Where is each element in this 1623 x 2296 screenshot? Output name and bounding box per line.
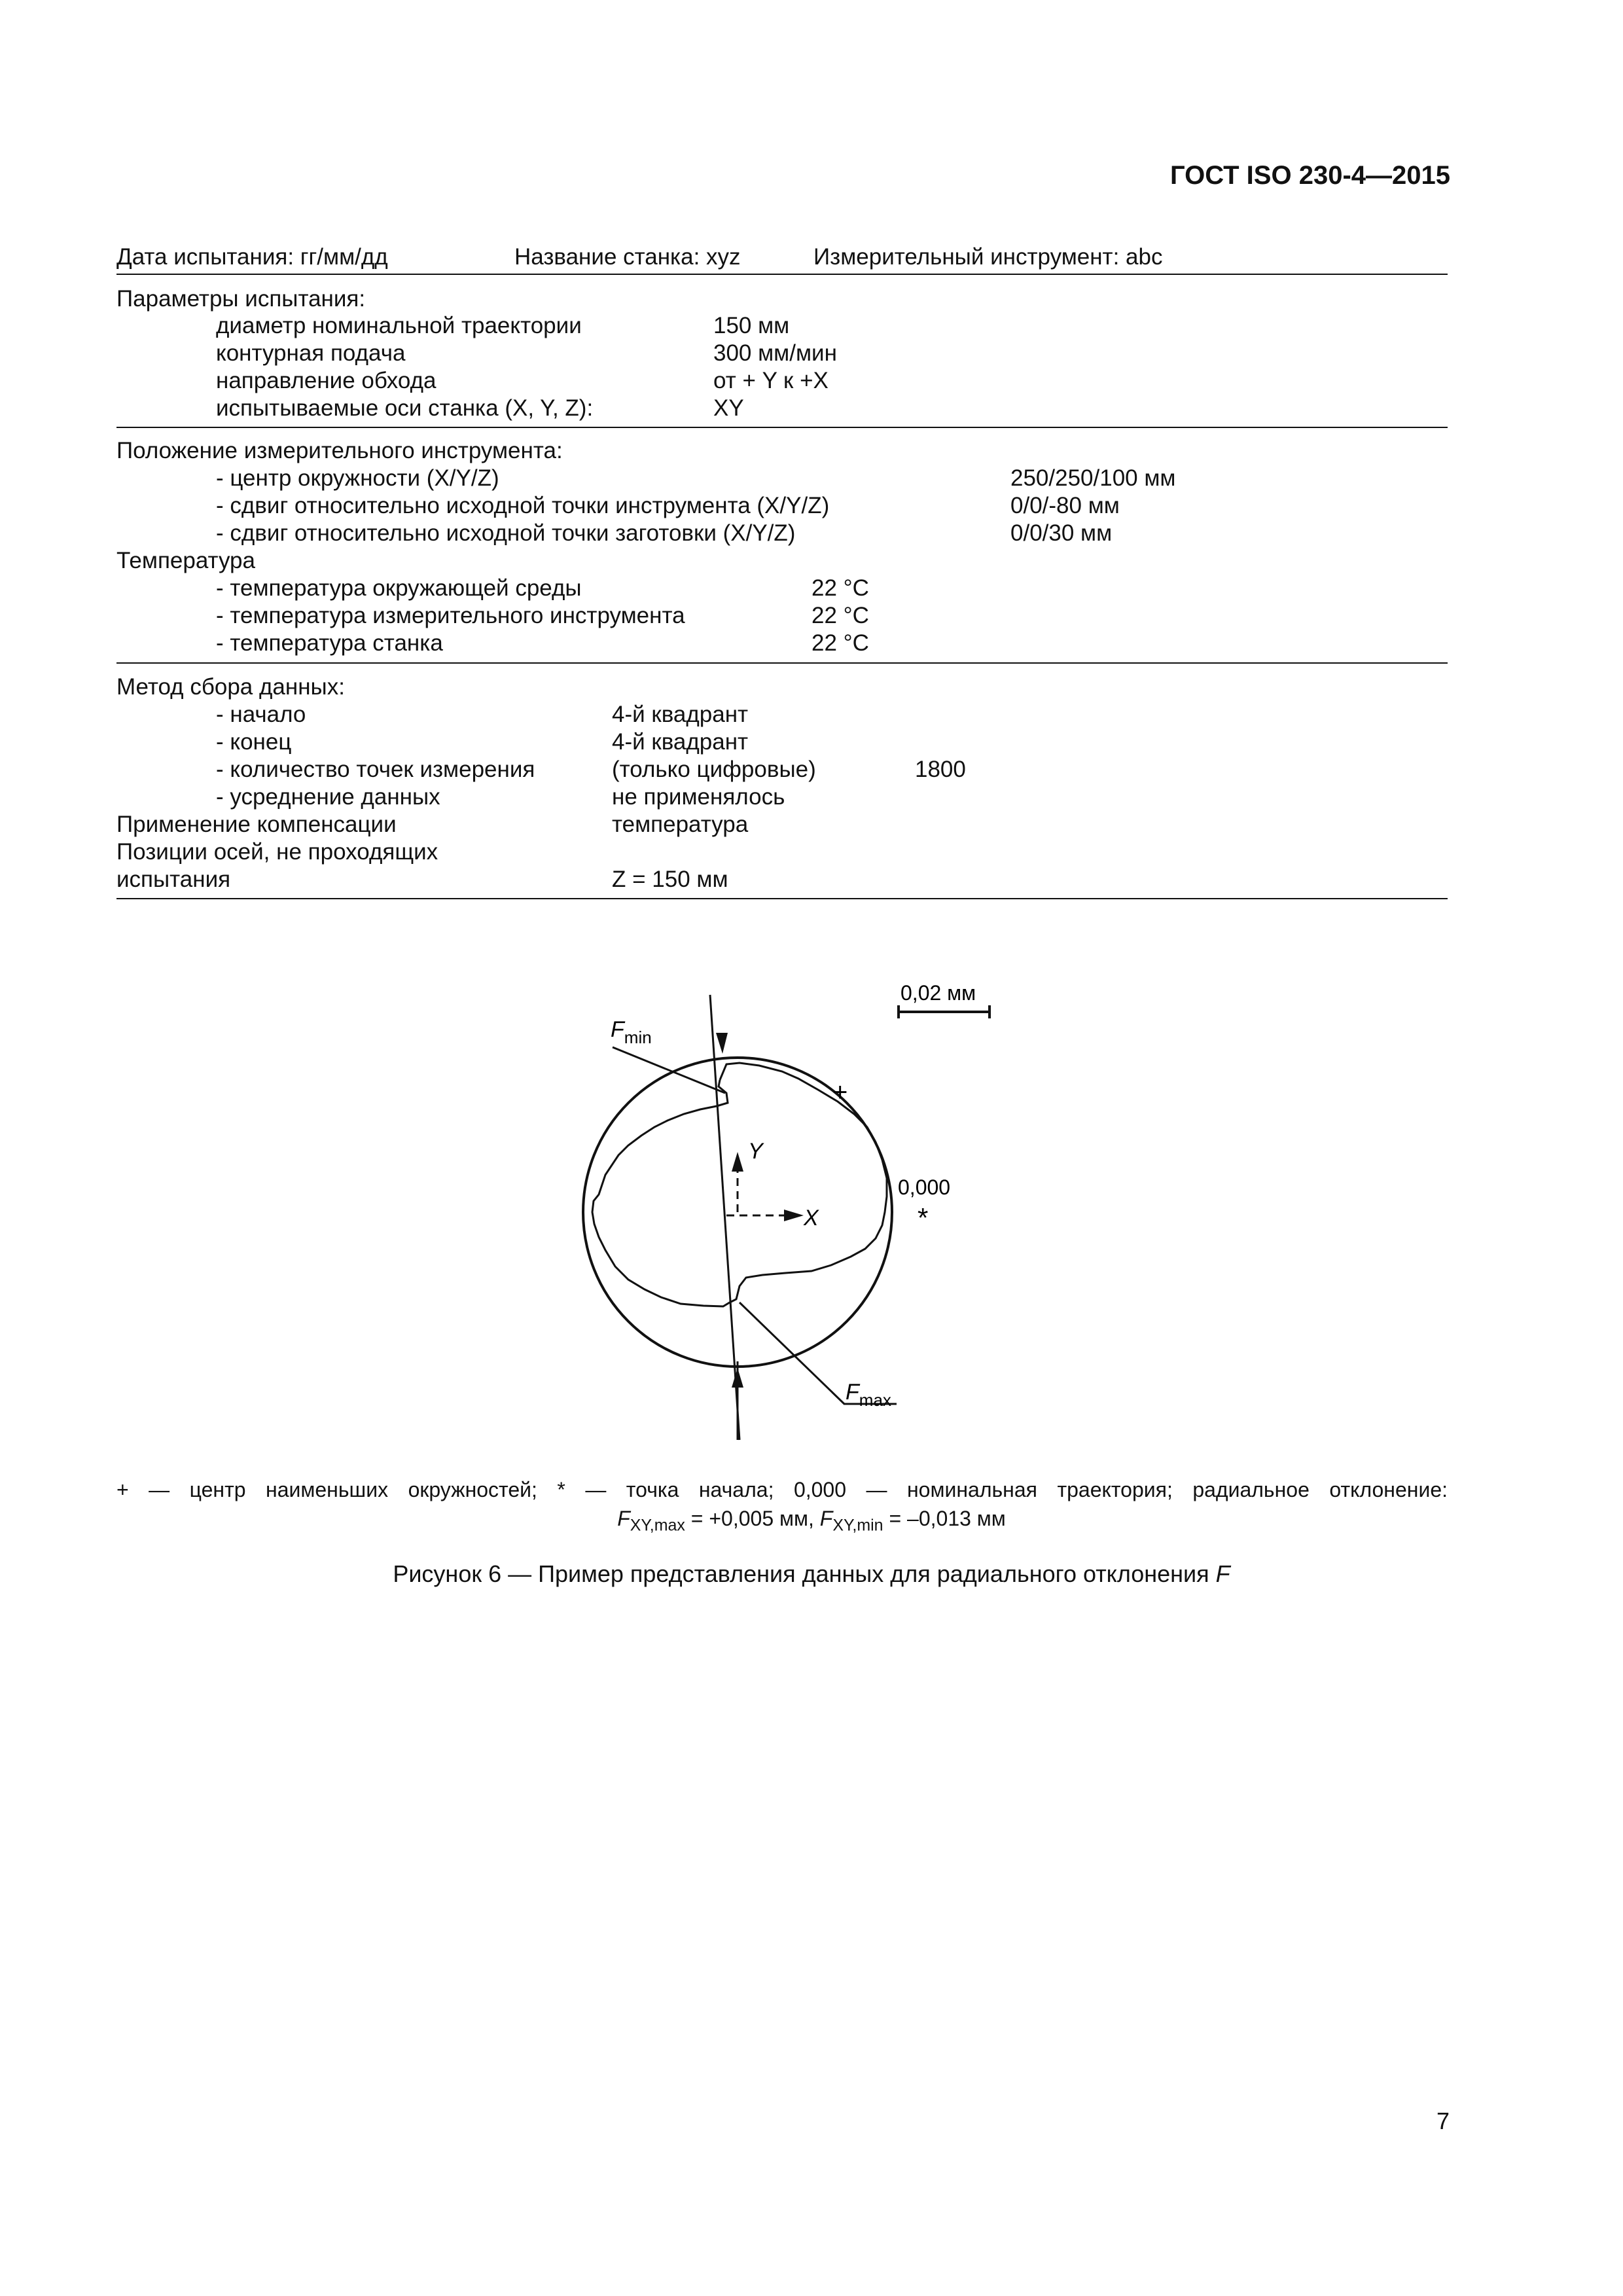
divider xyxy=(116,662,1448,664)
temperature-value: 22 °C xyxy=(812,603,869,628)
params-title: Параметры испытания: xyxy=(116,286,366,312)
divider xyxy=(116,427,1448,428)
y-axis-label: Y xyxy=(748,1139,763,1164)
x-axis-arrowhead xyxy=(784,1210,804,1221)
y-axis-arrowhead xyxy=(732,1152,743,1172)
compensation-value: температура xyxy=(612,812,749,837)
fmin-label: $F_{min}$ xyxy=(611,1017,652,1047)
x-axis-label: X xyxy=(804,1206,819,1230)
compensation-label: Применение компенсации xyxy=(116,812,397,837)
start-point-marker: * xyxy=(918,1202,929,1233)
param-label: испытываемые оси станка (X, Y, Z): xyxy=(216,395,594,421)
fmax-leader-line xyxy=(740,1302,897,1404)
document-header: ГОСТ ISO 230-4—2015 xyxy=(1169,161,1450,190)
fmin-arrowhead xyxy=(716,1033,728,1054)
method-label: - усреднение данных xyxy=(216,784,440,810)
temperature-label: - температура станка xyxy=(216,630,443,656)
position-value: 0/0/-80 мм xyxy=(1010,493,1120,518)
method-title: Метод сбора данных: xyxy=(116,674,345,700)
param-value: 150 мм xyxy=(713,313,790,338)
test-date: Дата испытания: гг/мм/дд xyxy=(116,244,388,270)
position-title: Положение измерительного инструмента: xyxy=(116,438,563,463)
param-label: направление обхода xyxy=(216,368,437,393)
param-label: контурная подача xyxy=(216,340,406,366)
fmin-arrow-line xyxy=(710,995,740,1440)
nominal-path-label: 0,000 xyxy=(898,1175,951,1199)
temperature-label: - температура измерительного инструмента xyxy=(216,603,685,628)
method-extra: 1800 xyxy=(915,757,966,782)
method-label: - количество точек измерения xyxy=(216,757,535,782)
machine-name: Название станка: xyz xyxy=(514,244,741,270)
method-label: - начало xyxy=(216,702,306,727)
center-marker: + xyxy=(832,1078,848,1107)
page-number: 7 xyxy=(1436,2108,1450,2134)
axes-label-line1: Позиции осей, не проходящих xyxy=(116,839,438,865)
axes-label-line2: испытания xyxy=(116,867,231,892)
fmax-label: $F_{max}$ xyxy=(846,1380,891,1410)
param-label: диаметр номинальной траектории xyxy=(216,313,582,338)
temperature-value: 22 °C xyxy=(812,630,869,656)
temperature-value: 22 °C xyxy=(812,575,869,601)
param-value: 300 мм/мин xyxy=(713,340,837,366)
param-value: от + Y к +X xyxy=(713,368,829,393)
position-label: - сдвиг относительно исходной точки заготовки (X/Y/Z) xyxy=(216,520,796,546)
method-value: (только цифровые) xyxy=(612,757,816,782)
method-value: 4-й квадрант xyxy=(612,729,749,755)
radial-deviation-figure xyxy=(556,969,1027,1453)
fmin-leader-line xyxy=(613,1047,725,1093)
radial-deviation-values: $F_{XY,max} = +0,005$ мм, $F_{XY,min} = -0,013$ мм xyxy=(617,1507,1006,1535)
figure-legend: + — центр наименьших окружностей; * — точка начала; 0,000 — номинальная траектория; радиальное отклонение: xyxy=(116,1478,1448,1501)
method-value: не применялось xyxy=(612,784,785,810)
divider xyxy=(116,274,1448,275)
position-value: 250/250/100 мм xyxy=(1010,465,1176,491)
figure-caption: Рисунок 6 — Пример представления данных для радиального отклонения F xyxy=(393,1560,1230,1587)
temperature-label: - температура окружающей среды xyxy=(216,575,582,601)
fmax-arrowhead xyxy=(732,1368,743,1388)
param-value: XY xyxy=(713,395,744,421)
position-value: 0/0/30 мм xyxy=(1010,520,1113,546)
instrument-name: Измерительный инструмент: abc xyxy=(813,244,1163,270)
method-value: 4-й квадрант xyxy=(612,702,749,727)
divider xyxy=(116,898,1448,899)
scale-label: 0,02 мм xyxy=(901,981,976,1005)
method-label: - конец xyxy=(216,729,292,755)
axes-value: Z = 150 мм xyxy=(612,867,728,892)
position-label: - центр окружности (X/Y/Z) xyxy=(216,465,499,491)
position-label: - сдвиг относительно исходной точки инструмента (X/Y/Z) xyxy=(216,493,830,518)
temperature-title: Температура xyxy=(116,548,255,573)
scale-bar xyxy=(899,1005,990,1018)
